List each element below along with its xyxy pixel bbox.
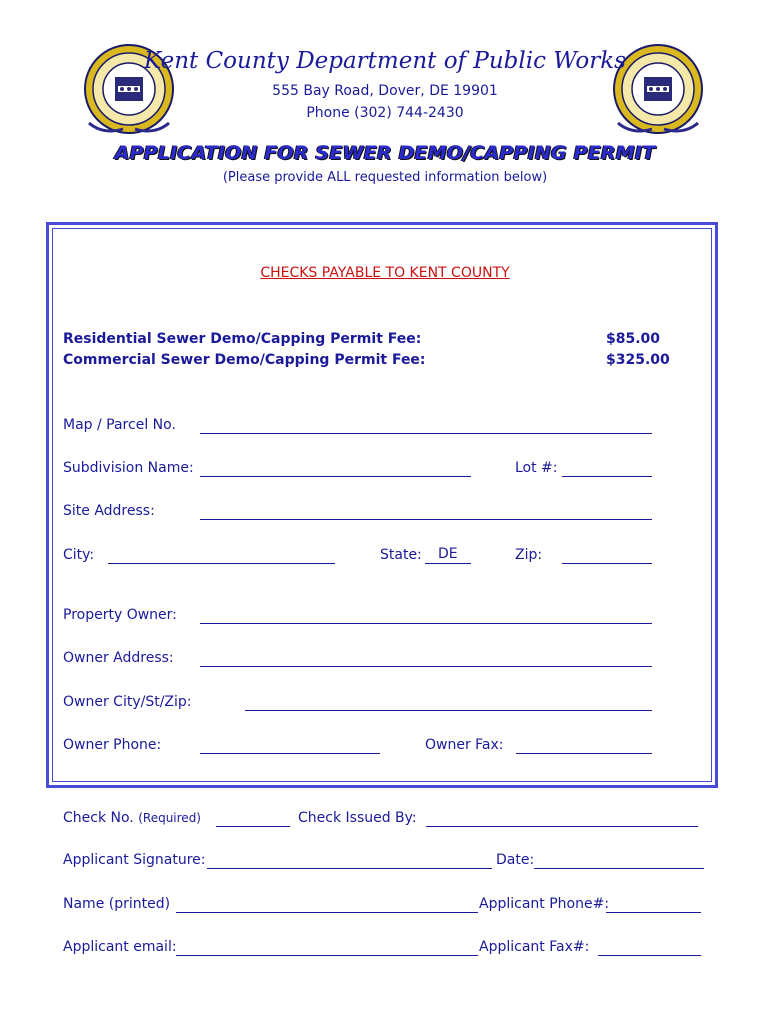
- applicant-fax-label: Applicant Fax#:: [479, 939, 590, 955]
- check-no-field[interactable]: [216, 826, 290, 827]
- applicant-signature-label: Applicant Signature:: [63, 852, 206, 868]
- residential-fee-amount: $85.00: [606, 331, 661, 347]
- commercial-fee-amount: $325.00: [606, 352, 670, 368]
- property-owner-field[interactable]: [200, 623, 652, 624]
- lot-field[interactable]: [562, 476, 652, 477]
- state-field[interactable]: [425, 563, 471, 564]
- applicant-email-label: Applicant email:: [63, 939, 177, 955]
- site-address-label: Site Address:: [63, 503, 155, 519]
- check-no-label: [63, 810, 201, 826]
- applicant-fax-field[interactable]: [598, 955, 701, 956]
- owner-city-field[interactable]: [245, 710, 652, 711]
- residential-fee-label: Residential Sewer Demo/Capping Permit Fee:: [63, 331, 422, 347]
- department-phone: Phone (302) 744-2430: [306, 105, 464, 121]
- owner-fax-field[interactable]: [516, 753, 652, 754]
- date-field[interactable]: [534, 868, 704, 869]
- applicant-email-field[interactable]: [176, 955, 478, 956]
- name-printed-field[interactable]: [176, 912, 478, 913]
- owner-fax-label: Owner Fax:: [425, 737, 504, 753]
- department-address: 555 Bay Road, Dover, DE 19901: [272, 83, 498, 99]
- owner-phone-label: Owner Phone:: [63, 737, 162, 753]
- zip-field[interactable]: [562, 563, 652, 564]
- applicant-signature-field[interactable]: [207, 868, 492, 869]
- check-issued-by-field[interactable]: [426, 826, 698, 827]
- name-printed-label: Name (printed): [63, 896, 171, 912]
- map-parcel-field[interactable]: [200, 433, 652, 434]
- state-label: State:: [380, 547, 422, 563]
- owner-address-label: Owner Address:: [63, 650, 174, 666]
- owner-address-field[interactable]: [200, 666, 652, 667]
- form-title: APPLICATION FOR SEWER DEMO/CAPPING PERMIT: [114, 142, 656, 164]
- site-address-field[interactable]: [200, 519, 652, 520]
- owner-city-label: Owner City/St/Zip:: [63, 694, 192, 710]
- lot-label: Lot #:: [515, 460, 558, 476]
- applicant-phone-field[interactable]: [606, 912, 701, 913]
- check-no-text: Check No.: [63, 810, 134, 826]
- city-field[interactable]: [108, 563, 335, 564]
- map-parcel-label: Map / Parcel No.: [63, 417, 176, 433]
- state-value: DE: [438, 546, 458, 562]
- department-title: Kent County Department of Public Works: [144, 48, 626, 74]
- commercial-fee-label: Commercial Sewer Demo/Capping Permit Fee:: [63, 352, 426, 368]
- applicant-phone-label: Applicant Phone#:: [479, 896, 610, 912]
- subdivision-label: Subdivision Name:: [63, 460, 194, 476]
- property-owner-label: Property Owner:: [63, 607, 177, 623]
- city-label: City:: [63, 547, 95, 563]
- check-issued-by-label: Check Issued By:: [298, 810, 417, 826]
- subdivision-field[interactable]: [200, 476, 471, 477]
- form-subtitle: (Please provide ALL requested information below): [222, 170, 548, 185]
- checks-payable-notice: CHECKS PAYABLE TO KENT COUNTY: [260, 265, 510, 281]
- owner-phone-field[interactable]: [200, 753, 380, 754]
- zip-label: Zip:: [515, 547, 543, 563]
- check-no-required: (Required): [138, 811, 201, 825]
- date-label: Date:: [496, 852, 535, 868]
